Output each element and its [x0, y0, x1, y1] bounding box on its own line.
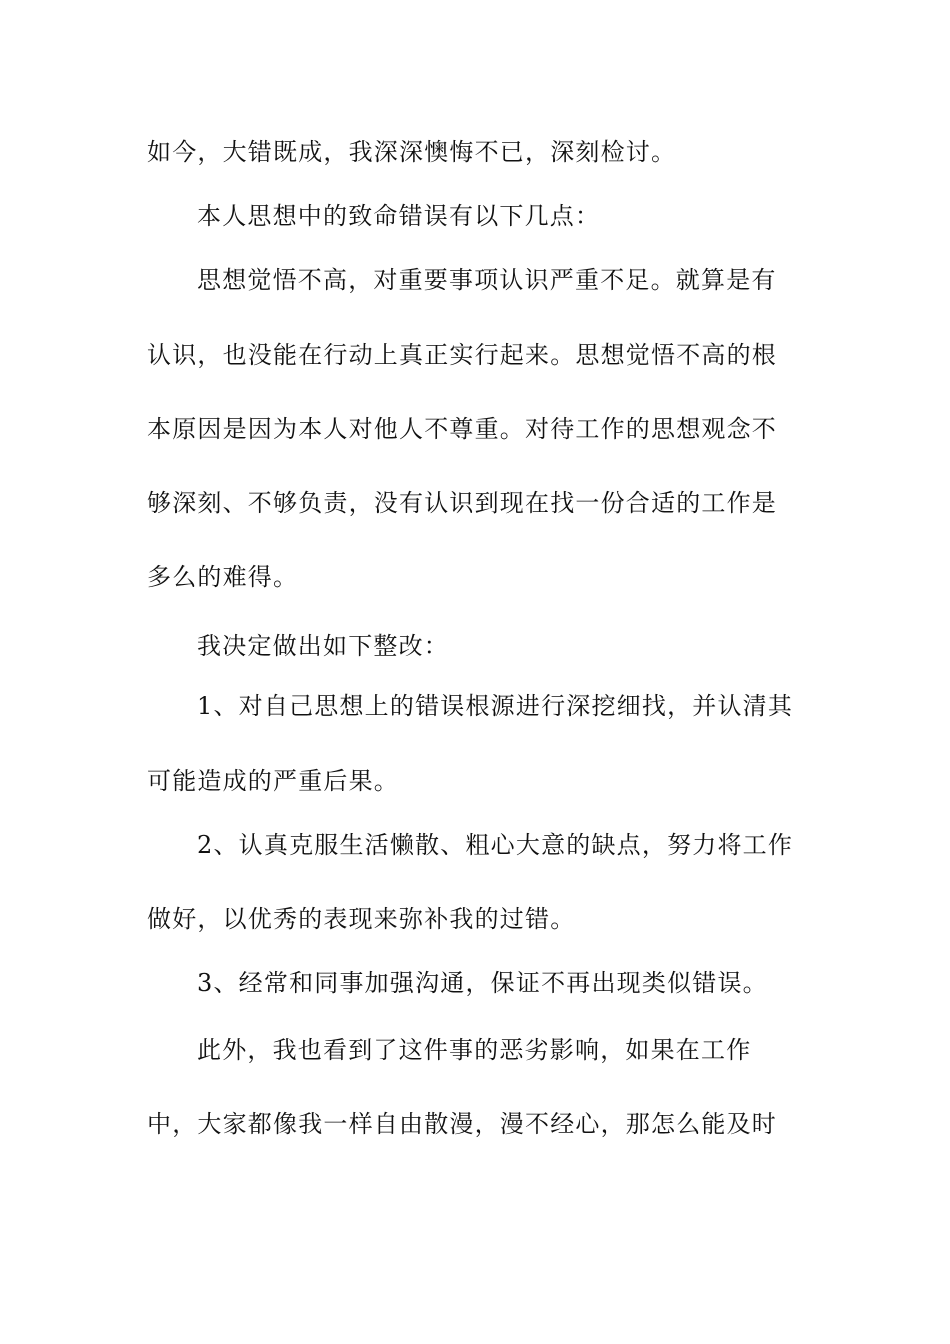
text-line: 做好，以优秀的表现来弥补我的过错。 [147, 905, 576, 933]
text-line: 思想觉悟不高，对重要事项认识严重不足。就算是有 [197, 266, 777, 294]
text-line: 此外，我也看到了这件事的恶劣影响，如果在工作 [197, 1036, 752, 1064]
text-line: 认识，也没能在行动上真正实行起来。思想觉悟不高的根 [147, 341, 777, 369]
text-line: 2、认真克服生活懒散、粗心大意的缺点，努力将工作 [197, 831, 794, 859]
text-line: 可能造成的严重后果。 [147, 767, 399, 795]
text-line: 3、经常和同事加强沟通，保证不再出现类似错误。 [197, 969, 768, 997]
text-line: 够深刻、不够负责，没有认识到现在找一份合适的工作是 [147, 489, 777, 517]
text-line: 1、对自己思想上的错误根源进行深挖细找，并认清其 [197, 692, 794, 720]
text-line: 中，大家都像我一样自由散漫，漫不经心，那怎么能及时 [147, 1110, 777, 1138]
text-line: 本原因是因为本人对他人不尊重。对待工作的思想观念不 [147, 415, 777, 443]
text-line: 如今，大错既成，我深深懊悔不已，深刻检讨。 [147, 138, 677, 166]
text-line: 本人思想中的致命错误有以下几点： [197, 202, 601, 230]
text-line: 多么的难得。 [147, 563, 299, 591]
text-line: 我决定做出如下整改： [197, 632, 449, 660]
